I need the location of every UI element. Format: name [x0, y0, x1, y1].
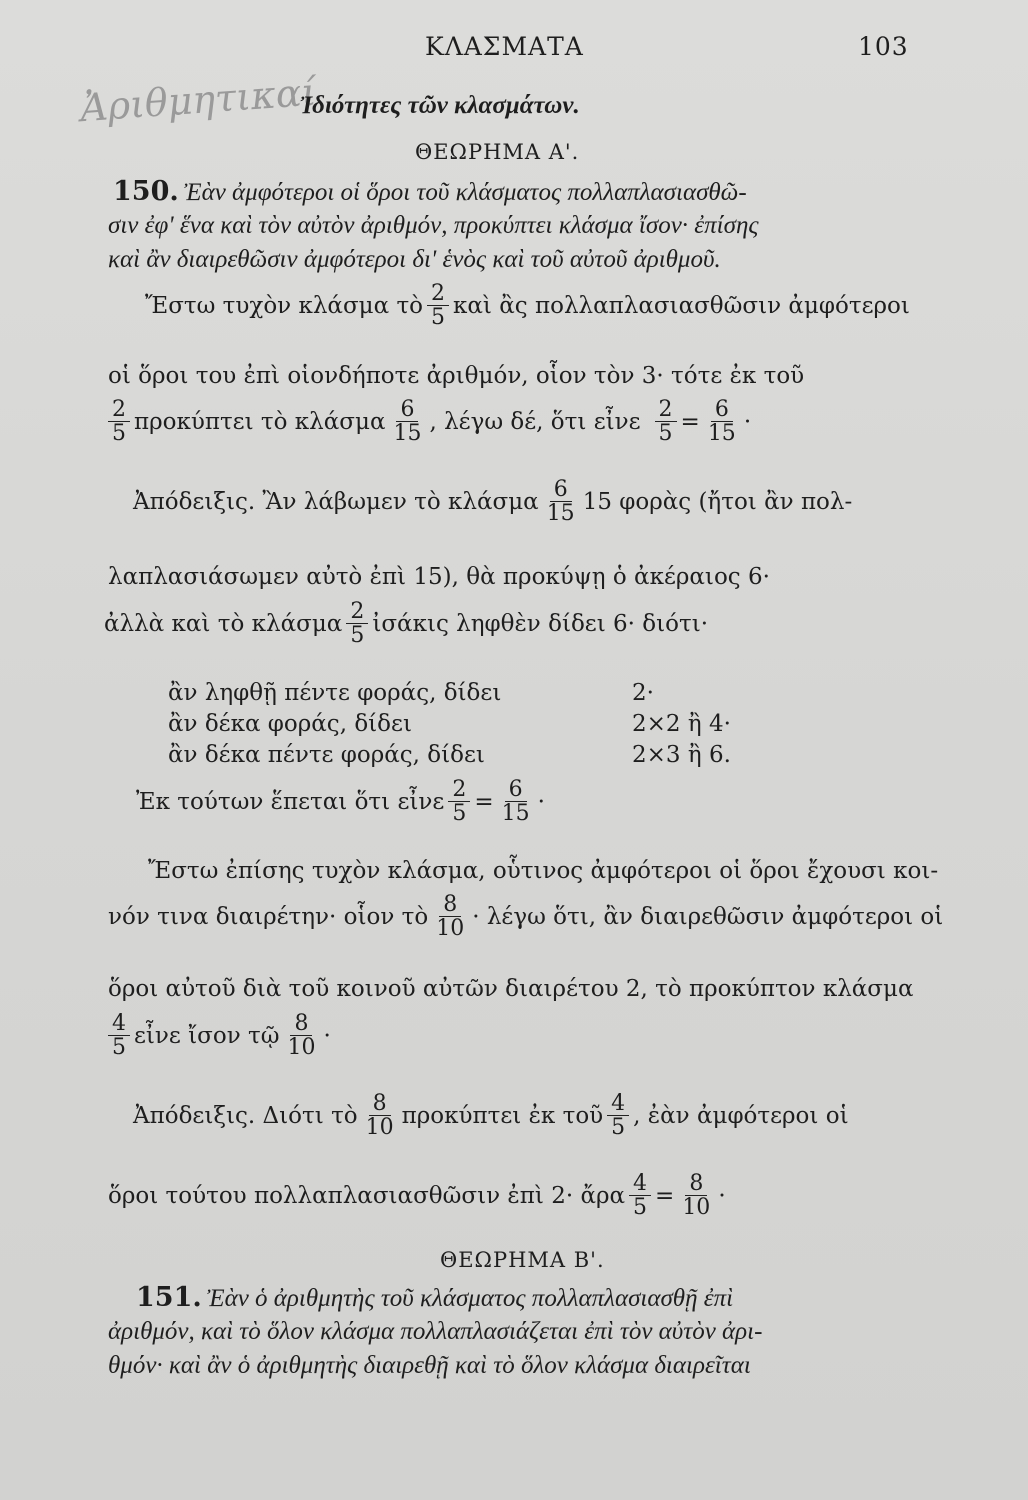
table-row-left-2: ἂν δέκα φοράς, δίδει: [168, 711, 412, 737]
example-1-text-a: Ἔστω τυχὸν κλάσμα τὸ: [145, 292, 424, 319]
proof-2-line-1: [133, 1092, 849, 1139]
fraction-8-10: [432, 893, 468, 940]
handwritten-margin-note: Ἀριθμητικαί: [78, 69, 318, 131]
example-2-line-1: Ἔστω ἐπίσης τυχὸν κλάσμα, οὗτινος ἀμφότεροι οἱ ὅροι ἔχουσι κοι-: [148, 858, 939, 884]
fraction-denominator: 10: [365, 1115, 394, 1141]
table-row-right-3: 2×3 ἢ 6.: [632, 742, 731, 768]
theorem-a-text-3: καὶ ἂν διαιρεθῶσιν ἀμφότεροι δι' ἑνὸς καὶ τοῦ αὐτοῦ ἀριθμοῦ.: [108, 246, 721, 273]
fraction-numerator: 2: [346, 600, 368, 624]
fraction-numerator: 6: [711, 398, 733, 422]
fraction-numerator: 8: [290, 1012, 312, 1036]
fraction-denominator: 5: [350, 623, 365, 649]
example-1-line-1: [145, 282, 910, 329]
fraction-denominator: 15: [707, 421, 736, 447]
proof-2-line-2: [108, 1172, 726, 1219]
fraction-numerator: 8: [439, 893, 461, 917]
theorem-b-heading: ΘΕΩΡΗΜΑ Β'.: [440, 1248, 605, 1272]
fraction-denominator: 15: [393, 421, 422, 447]
proof-1-line-1: [133, 478, 852, 525]
fraction-denominator: 5: [452, 801, 467, 827]
paragraph-number-151: 151.: [136, 1282, 202, 1313]
example-2-text-c: εἶνε ἴσον τῷ: [134, 1022, 280, 1049]
example-1-line-2: οἱ ὅροι του ἐπὶ οἱονδήποτε ἀριθμόν, οἷον τὸν 3· τότε ἐκ τοῦ: [108, 363, 805, 389]
fraction-denominator: 5: [112, 1035, 126, 1061]
fraction-numerator: 8: [685, 1172, 707, 1196]
table-row-right-2: 2×2 ἢ 4·: [632, 711, 731, 737]
fraction-denominator: 10: [436, 916, 465, 942]
example-2-line-2: [108, 893, 943, 940]
fraction-numerator: 4: [629, 1172, 651, 1196]
fraction-denominator: 5: [633, 1195, 648, 1221]
paragraph-151-line-1: [136, 1282, 733, 1313]
table-row-left-1: ἂν ληφθῇ πέντε φοράς, δίδει: [168, 680, 502, 706]
proof-1-text-c: ἀλλὰ καὶ τὸ κλάσμα: [104, 610, 343, 637]
section-title: Ἰδιότητες τῶν κλασμάτων.: [300, 92, 580, 119]
fraction-8-10: [283, 1012, 319, 1059]
fraction-numerator: 2: [655, 398, 677, 422]
theorem-b-text-1: Ἐὰν ὁ ἀριθμητὴς τοῦ κλάσματος πολλαπλασιασθῇ ἐπὶ: [206, 1285, 734, 1312]
equals-sign: =: [680, 408, 700, 435]
fraction-numerator: 6: [550, 478, 572, 502]
fraction-numerator: 2: [108, 398, 130, 422]
conclusion-1-text: Ἐκ τούτων ἕπεται ὅτι εἶνε: [136, 788, 445, 815]
fraction-denominator: 5: [112, 421, 126, 447]
example-2-text-a: νόν τινα διαιρέτην· οἷον τὸ: [108, 903, 429, 930]
fraction-6-15: [704, 398, 740, 445]
proof-1-text-d: ἰσάκις ληφθὲν δίδει 6· διότι·: [372, 610, 709, 637]
fraction-2-5: [346, 600, 368, 647]
proof-1-line-3: [104, 600, 708, 647]
equals-sign: =: [474, 788, 494, 815]
table-row-right-1: 2·: [632, 680, 654, 706]
theorem-a-text-2: σιν ἐφ' ἕνα καὶ τὸν αὐτὸν ἀριθμόν, προκύπτει κλάσμα ἴσον· ἐπίσης: [108, 212, 759, 239]
proof-1-text-a: Ἀπόδειξις. Ἂν λάβωμεν τὸ κλάσμα: [133, 488, 539, 515]
fraction-numerator: 6: [505, 778, 527, 802]
fraction-2-5: [108, 398, 130, 445]
proof-2-text-b: προκύπτει ἐκ τοῦ: [401, 1102, 604, 1129]
example-1-text-c: προκύπτει τὸ κλάσμα: [134, 408, 386, 435]
fraction-8-10: [678, 1172, 714, 1219]
fraction-denominator: 5: [611, 1115, 626, 1141]
proof-2-text-a: Ἀπόδειξις. Διότι τὸ: [133, 1102, 358, 1129]
fraction-6-15: [498, 778, 534, 825]
punctuation: ·: [718, 1182, 726, 1209]
fraction-numerator: 6: [396, 398, 418, 422]
fraction-4-5: [108, 1012, 130, 1059]
fraction-2-5: [427, 282, 449, 329]
fraction-6-15: [389, 398, 425, 445]
punctuation: ·: [323, 1022, 331, 1049]
fraction-8-10: [362, 1092, 398, 1139]
fraction-numerator: 8: [369, 1092, 391, 1116]
example-1-line-3: [104, 398, 751, 445]
page-number: 103: [858, 32, 909, 61]
fraction-numerator: 2: [448, 778, 470, 802]
proof-2-text-d: ὅροι τούτου πολλαπλασιασθῶσιν ἐπὶ 2· ἄρα: [108, 1182, 626, 1209]
theorem-a-text-1: Ἐὰν ἀμφότεροι οἱ ὅροι τοῦ κλάσματος πολλαπλασιασθῶ-: [183, 179, 747, 206]
proof-2-text-c: , ἐὰν ἀμφότεροι οἱ: [633, 1102, 849, 1129]
proof-1-text-b: 15 φορὰς (ἤτοι ἂν πολ-: [582, 488, 853, 515]
table-row-left-3: ἂν δέκα πέντε φοράς, δίδει: [168, 742, 485, 768]
conclusion-1: [136, 778, 545, 825]
fraction-4-5: [629, 1172, 651, 1219]
fraction-denominator: 10: [682, 1195, 711, 1221]
fraction-numerator: 4: [108, 1012, 130, 1036]
fraction-denominator: 5: [658, 421, 673, 447]
running-header-title: ΚΛΑΣΜΑΤΑ: [425, 32, 584, 61]
punctuation: ·: [743, 408, 752, 435]
fraction-6-15: [543, 478, 579, 525]
theorem-b-text-2: ἀριθμόν, καὶ τὸ ὅλον κλάσμα πολλαπλασιάζεται ἐπὶ τὸν αὐτὸν ἀρι-: [108, 1318, 763, 1345]
fraction-4-5: [607, 1092, 629, 1139]
punctuation: ·: [537, 788, 545, 815]
fraction-numerator: 4: [607, 1092, 629, 1116]
theorem-b-text-3: θμόν· καὶ ἂν ὁ ἀριθμητὴς διαιρεθῇ καὶ τὸ ὅλον κλάσμα διαιρεῖται: [108, 1352, 751, 1379]
example-2-line-3: ὅροι αὐτοῦ διὰ τοῦ κοινοῦ αὐτῶν διαιρέτου 2, τὸ προκύπτον κλάσμα: [108, 976, 914, 1002]
fraction-denominator: 15: [501, 801, 530, 827]
fraction-numerator: 2: [427, 282, 449, 306]
proof-1-line-2: λαπλασιάσωμεν αὐτὸ ἐπὶ 15), θὰ προκύψῃ ὁ ἀκέραιος 6·: [108, 564, 770, 590]
paragraph-number-150: 150.: [113, 176, 179, 207]
fraction-denominator: 5: [431, 305, 446, 331]
example-1-text-b: καὶ ἂς πολλαπλασιασθῶσιν ἀμφότεροι: [453, 292, 910, 319]
theorem-a-heading: ΘΕΩΡΗΜΑ Α'.: [415, 140, 580, 164]
fraction-2-5: [655, 398, 677, 445]
example-2-line-4: [104, 1012, 331, 1059]
fraction-denominator: 10: [287, 1035, 316, 1061]
fraction-denominator: 15: [546, 501, 575, 527]
fraction-2-5: [448, 778, 470, 825]
paragraph-150-line-1: [113, 176, 747, 207]
example-2-text-b: · λέγω ὅτι, ἂν διαιρεθῶσιν ἀμφότεροι οἱ: [472, 903, 944, 930]
example-1-text-d: , λέγω δέ, ὅτι εἶνε: [429, 408, 641, 435]
equals-sign: =: [655, 1182, 675, 1209]
